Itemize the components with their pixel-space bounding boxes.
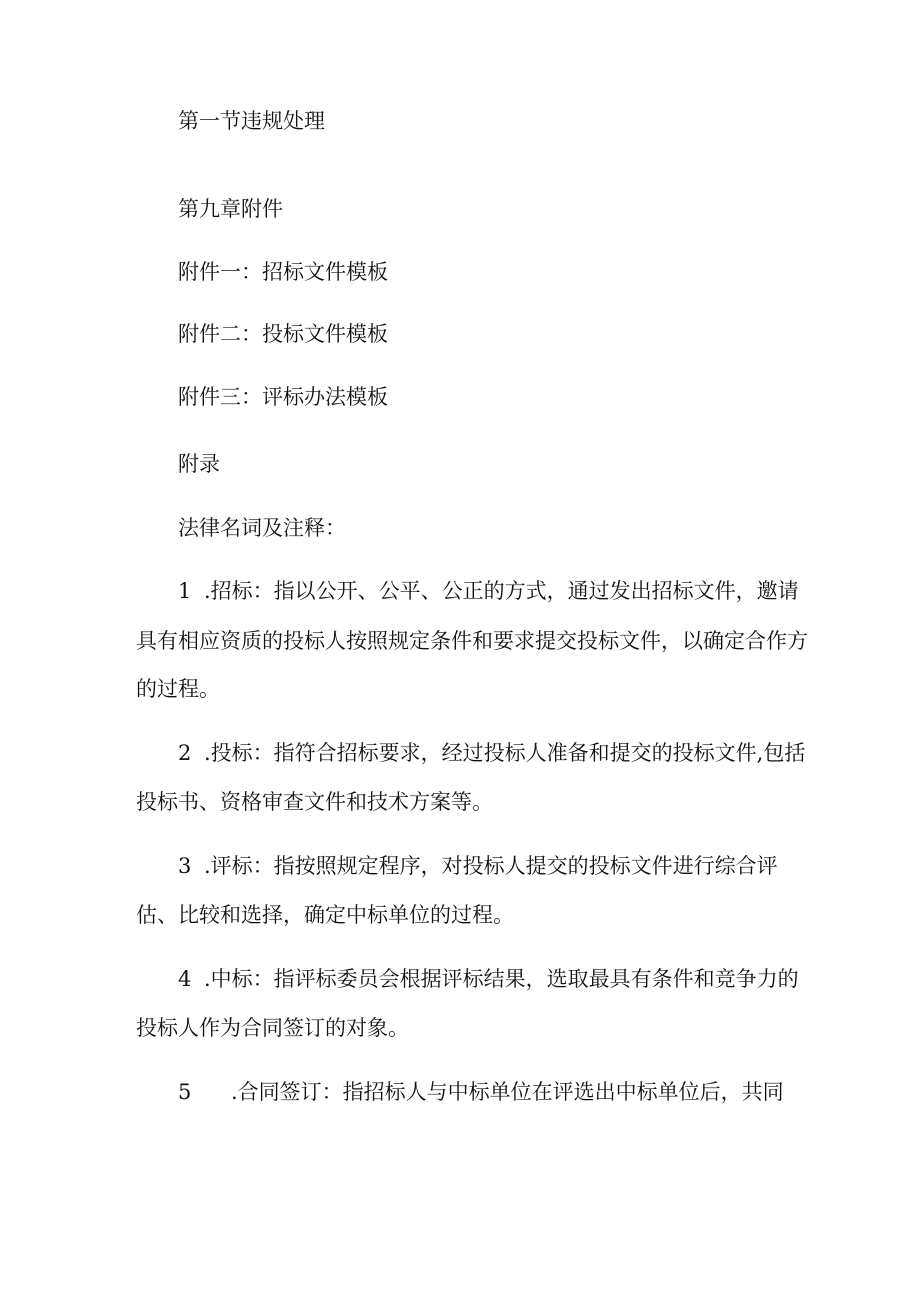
- definition-line: 投标书、资格审查文件和技术方案等。: [136, 790, 493, 814]
- definition-line: .招标：指以公开、公平、公正的方式，通过发出招标文件，邀请: [204, 579, 799, 603]
- definition-line: .中标：指评标委员会根据评标结果，选取最具有条件和竞争力的: [204, 967, 799, 991]
- glossary-title: 法律名词及注释：: [178, 516, 346, 540]
- attachment-item: 附件二：投标文件模板: [178, 322, 388, 346]
- section-heading: 第一节违规处理: [178, 109, 325, 133]
- definition-line: .评标：指按照规定程序，对投标人提交的投标文件进行综合评: [204, 854, 778, 878]
- appendix-title: 附录: [178, 452, 220, 476]
- definition-number: 5: [178, 1080, 192, 1104]
- definition-number: 1: [178, 579, 192, 603]
- definition-line: 估、比较和选择，确定中标单位的过程。: [136, 903, 514, 927]
- definition-number: 4: [178, 967, 192, 991]
- chapter-heading: 第九章附件: [178, 197, 283, 221]
- definition-line: 具有相应资质的投标人按照规定条件和要求提交投标文件，以确定合作方: [136, 629, 808, 653]
- attachment-item: 附件三：评标办法模板: [178, 385, 388, 409]
- definition-line: 投标人作为合同签订的对象。: [136, 1016, 409, 1040]
- definition-line: .合同签订：指招标人与中标单位在评选出中标单位后，共同: [231, 1080, 784, 1104]
- attachment-item: 附件一：招标文件模板: [178, 260, 388, 284]
- definition-line: .投标：指符合招标要求，经过投标人准备和提交的投标文件,包括: [204, 741, 806, 765]
- definition-number: 3: [178, 854, 192, 878]
- definition-line: 的过程。: [136, 677, 220, 701]
- definition-number: 2: [178, 741, 192, 765]
